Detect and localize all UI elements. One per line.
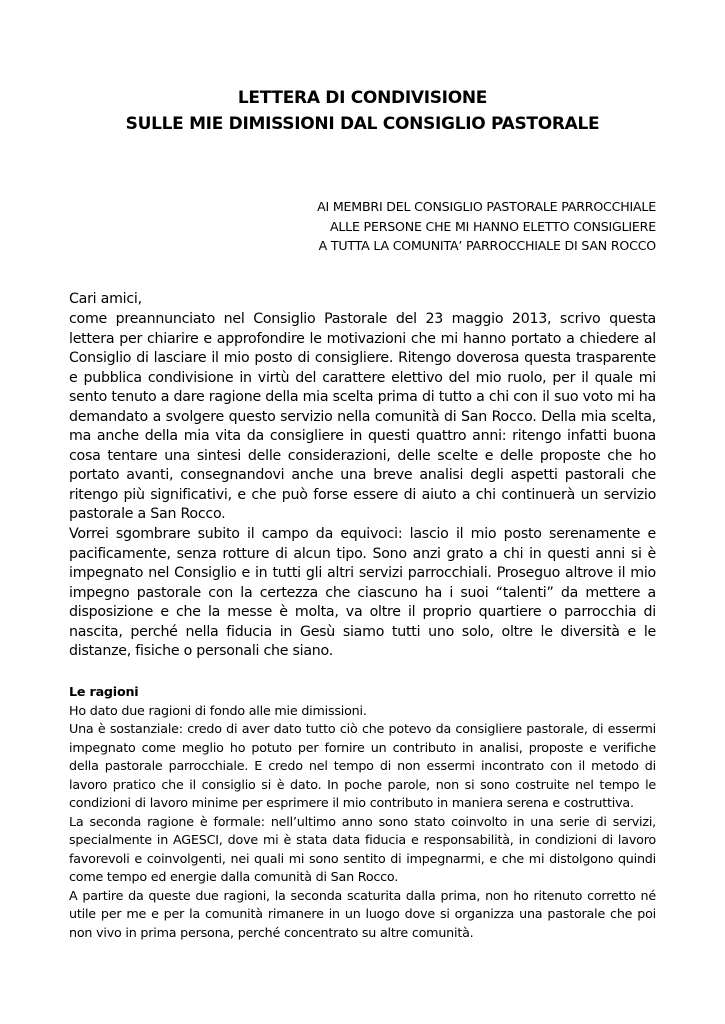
reasons-section (69, 683, 656, 942)
addressee-line: A TUTTA LA COMUNITA’ PARROCCHIALE DI SAN ROCCO (318, 238, 656, 253)
document-title-line1: LETTERA DI CONDIVISIONE (237, 88, 488, 108)
body-paragraph (69, 310, 656, 525)
paragraph-text: Vorrei sgombrare subito il campo da equivoci: lascio il mio posto serenamente e pacificamente, senza rotture di alcun tipo. Sono anzi grato a chi in questi anni si è impegnato nel Consiglio e in tutti gli altri servizi parrocchiali. Proseguo altrove il mio impegno pastorale con la certezza che ciascuno ha i suoi “talenti” da mettere a disposizione e che la messe è molta, va oltre il proprio quartiere o parrocchia di nascita, perché nella fiducia in Gesù siamo tutti uno solo, oltre le diversità e le distanze, fisiche o personali che siano. (69, 526, 656, 659)
document-title-line2: SULLE MIE DIMISSIONI DAL CONSIGLIO PASTORALE (125, 114, 600, 134)
section-paragraph: Una è sostanziale: credo di aver dato tutto ciò che potevo da consigliere pastorale, di essermi impegnato come meglio ho potuto per fornire un contributo in analisi, proposte e verifiche della pastorale parrocchiale. E credo nel tempo di non essermi incontrato con il metodo di lavoro pratico che il consiglio si è dato. In poche parole, non si sono costruite nel tempo le condizioni di lavoro minime per esprimere il mio contributo in maniera serena e costruttiva. (69, 721, 656, 810)
section-paragraph: Ho dato due ragioni di fondo alle mie dimissioni. (69, 702, 367, 718)
addressee-line: AI MEMBRI DEL CONSIGLIO PASTORALE PARROCCHIALE (317, 199, 656, 214)
section-heading: Le ragioni (69, 684, 139, 699)
body-paragraph (69, 525, 656, 662)
section-paragraph: La seconda ragione è formale: nell’ultimo anno sono stato coinvolto in una serie di servizi, specialmente in AGESCI, dove mi è stata data fiducia e responsabilità, in condizioni di lavoro favorevoli e coinvolgenti, nei quali mi sono sentito di impegnarmi, e che mi distolgono quindi come tempo ed energie dalla comunità di San Rocco. (69, 813, 656, 884)
addressees-block (156, 197, 656, 256)
section-paragraph: A partire da queste due ragioni, la seconda scaturita dalla prima, non ho ritenuto corretto né utile per me e per la comunità rimanere in un luogo dove si organizza una pastorale che poi non vivo in prima persona, perché concentrato su altre comunità. (69, 887, 656, 940)
paragraph-text: come preannunciato nel Consiglio Pastorale del 23 maggio 2013, scrivo questa lettera per chiarire e approfondire le motivazioni che mi hanno portato a chiedere al Consiglio di lasciare il mio posto di consigliere. Ritengo doverosa questa trasparente e pubblica condivisione in virtù del carattere elettivo del mio ruolo, per il quale mi sento tenuto a dare ragione della mia scelta prima di tutto a chi con il suo voto mi ha demandato a svolgere questo servizio nella comunità di San Rocco. Della mia scelta, ma anche della mia vita da consigliere in questi quattro anni: ritengo infatti buona cosa tentare una sintesi delle considerazioni, delle scelte e delle proposte che ho portato avanti, consegnandovi anche una breve analisi degli aspetti pastorali che ritengo più significativi, e che può forse essere di aiuto a chi continuerà un servizio pastorale a San Rocco. (69, 311, 656, 522)
greeting: Cari amici, (69, 291, 142, 307)
addressee-line: ALLE PERSONE CHE MI HANNO ELETTO CONSIGLIERE (329, 218, 656, 234)
